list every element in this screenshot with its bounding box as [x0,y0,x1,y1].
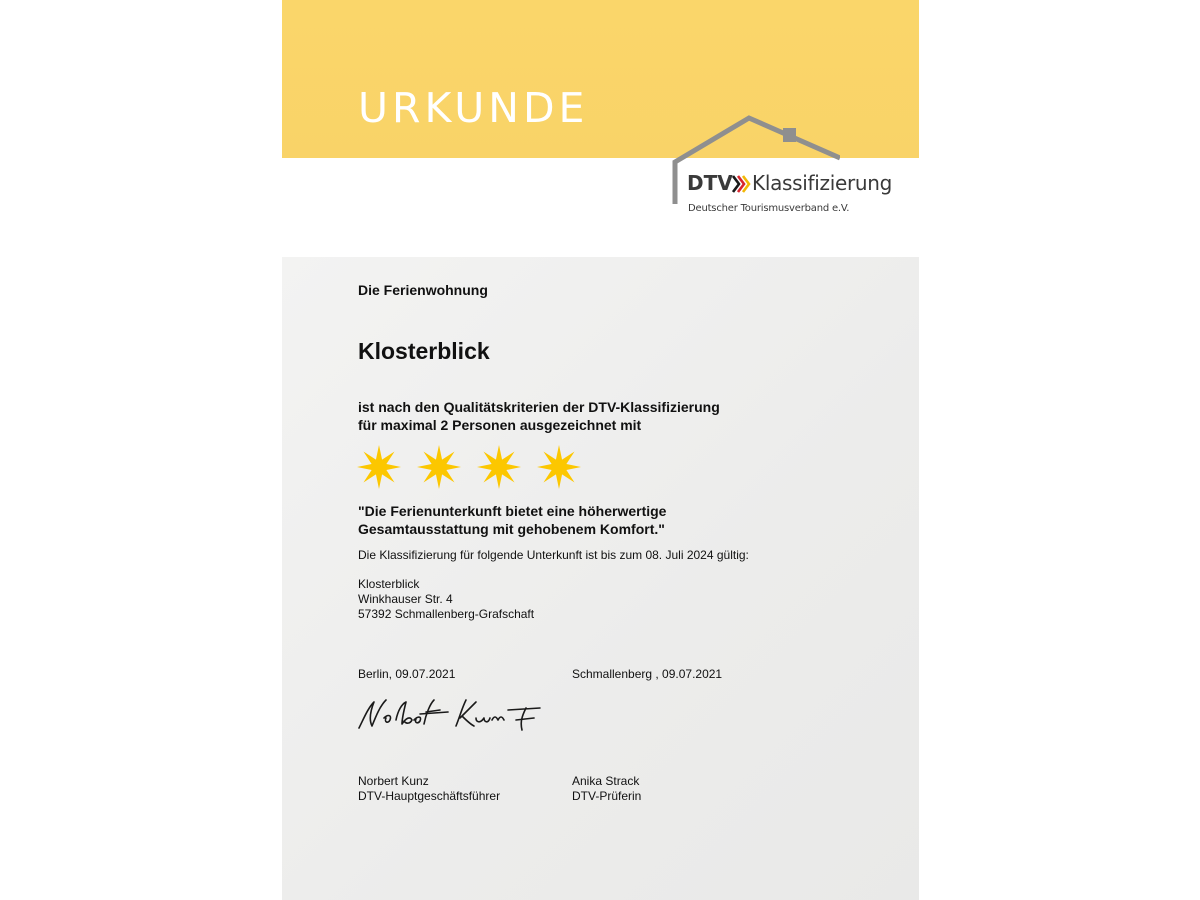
star-icon [536,444,582,490]
signatory-name: Anika Strack [572,774,640,788]
property-name: Klosterblick [358,338,490,364]
certificate-page [282,0,919,900]
star-icon [356,444,402,490]
logo-subtitle: Deutscher Tourismusverband e.V. [688,203,850,214]
logo-chevrons-icon [732,174,752,194]
signatory-role: DTV-Hauptgeschäftsführer [358,789,501,803]
criteria-line-1: ist nach den Qualitätskriterien der DTV-Klassifizierung [358,399,720,415]
signatory-left [358,774,500,804]
quote-line-2: Gesamtausstattung mit gehobenem Komfort." [358,521,665,537]
logo-name-text: Klassifizierung [752,171,893,195]
quote-line-1: "Die Ferienunterkunft bietet eine höherwertige [358,503,667,519]
place-date-right: Schmallenberg , 09.07.2021 [572,667,723,681]
place-date-left: Berlin, 09.07.2021 [358,667,456,681]
signatory-role: DTV-Prüferin [572,789,642,803]
address-line: Klosterblick [358,577,420,591]
criteria-line-2: für maximal 2 Personen ausgezeichnet mit [358,417,642,433]
address-line: Winkhauser Str. 4 [358,592,453,606]
address-block [358,577,534,622]
signatory-right [572,774,641,804]
signatory-name: Norbert Kunz [358,774,429,788]
star-rating [356,444,582,490]
criteria-text [358,398,720,434]
quote-text [358,502,666,538]
logo-dtv-text: DTV [687,171,733,195]
star-icon [476,444,522,490]
handwritten-signature [356,690,546,740]
intro-text: Die Ferienwohnung [358,282,488,298]
address-line: 57392 Schmallenberg-Grafschaft [358,607,535,621]
validity-text: Die Klassifizierung für folgende Unterkunft ist bis zum 08. Juli 2024 gültig: [358,548,749,562]
certificate-title: URKUNDE [358,84,589,132]
star-icon [416,444,462,490]
